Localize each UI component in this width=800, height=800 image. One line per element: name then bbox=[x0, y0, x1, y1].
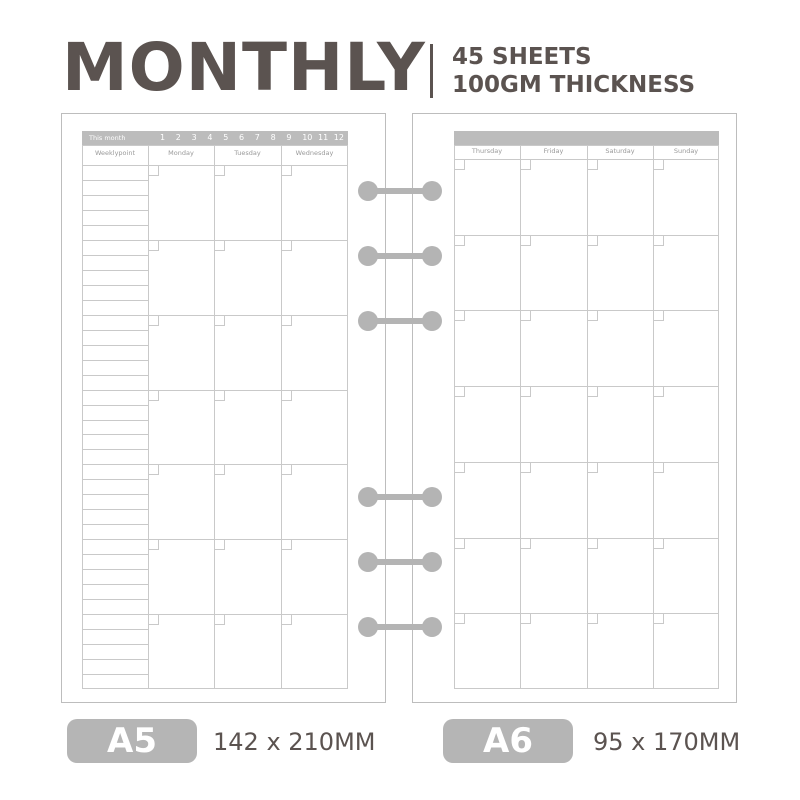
binder-ring bbox=[358, 181, 442, 201]
grid-line bbox=[520, 145, 521, 689]
note-line bbox=[82, 509, 148, 510]
note-line bbox=[82, 375, 148, 376]
title-divider bbox=[430, 44, 433, 98]
column-header: Friday bbox=[543, 147, 564, 155]
binder-ring bbox=[358, 617, 442, 637]
calendar-grid bbox=[82, 145, 348, 689]
note-line bbox=[82, 180, 148, 181]
grid-line bbox=[653, 145, 654, 689]
date-box bbox=[653, 235, 664, 246]
date-box bbox=[587, 235, 598, 246]
binder-ring bbox=[358, 246, 442, 266]
a5-dimensions: 142 x 210MM bbox=[213, 728, 376, 756]
header bbox=[0, 0, 800, 110]
page-top-bar bbox=[454, 131, 719, 145]
month-number: 5 bbox=[223, 133, 229, 142]
column-header: Sunday bbox=[673, 147, 699, 155]
grid-line bbox=[281, 145, 282, 689]
note-line bbox=[82, 479, 148, 480]
date-box bbox=[454, 386, 465, 397]
note-line bbox=[82, 195, 148, 196]
binder-ring bbox=[358, 311, 442, 331]
date-box bbox=[653, 159, 664, 170]
date-box bbox=[281, 240, 292, 251]
note-line bbox=[82, 524, 148, 525]
date-box bbox=[454, 538, 465, 549]
month-number: 2 bbox=[175, 133, 181, 142]
note-line bbox=[82, 494, 148, 495]
date-box bbox=[214, 315, 225, 326]
grid-line bbox=[214, 145, 215, 689]
date-box bbox=[587, 386, 598, 397]
note-line bbox=[82, 405, 148, 406]
note-line bbox=[82, 449, 148, 450]
note-line bbox=[82, 345, 148, 346]
date-box bbox=[653, 386, 664, 397]
date-box bbox=[520, 462, 531, 473]
column-header: Thursday bbox=[471, 147, 503, 155]
month-number: 3 bbox=[191, 133, 197, 142]
date-box bbox=[148, 539, 159, 550]
date-box bbox=[214, 390, 225, 401]
date-box bbox=[454, 613, 465, 624]
note-line bbox=[82, 255, 148, 256]
note-line bbox=[82, 285, 148, 286]
date-box bbox=[214, 240, 225, 251]
a6-size-badge: A6 bbox=[443, 719, 573, 763]
column-header: Tuesday bbox=[234, 149, 261, 157]
date-box bbox=[454, 159, 465, 170]
date-box bbox=[281, 614, 292, 625]
sheets-spec: 45 SHEETS bbox=[452, 44, 592, 70]
month-number: 10 bbox=[302, 133, 313, 142]
date-box bbox=[653, 613, 664, 624]
date-box bbox=[281, 390, 292, 401]
column-header: Saturday bbox=[605, 147, 635, 155]
date-box bbox=[454, 310, 465, 321]
month-number: 6 bbox=[239, 133, 245, 142]
date-box bbox=[520, 159, 531, 170]
grid-line bbox=[587, 145, 588, 689]
binder-ring bbox=[358, 487, 442, 507]
month-number: 1 bbox=[160, 133, 166, 142]
date-box bbox=[454, 462, 465, 473]
note-line bbox=[82, 330, 148, 331]
date-box bbox=[520, 613, 531, 624]
note-line bbox=[82, 360, 148, 361]
month-bar bbox=[82, 131, 348, 145]
date-box bbox=[148, 614, 159, 625]
date-box bbox=[587, 310, 598, 321]
page-title: MONTHLY bbox=[62, 29, 426, 106]
date-box bbox=[281, 165, 292, 176]
date-box bbox=[148, 165, 159, 176]
date-box bbox=[520, 386, 531, 397]
note-line bbox=[82, 420, 148, 421]
note-line bbox=[82, 644, 148, 645]
date-box bbox=[587, 538, 598, 549]
note-line bbox=[82, 629, 148, 630]
date-box bbox=[520, 235, 531, 246]
a5-size-badge: A5 bbox=[67, 719, 197, 763]
note-line bbox=[82, 599, 148, 600]
date-box bbox=[281, 315, 292, 326]
date-box bbox=[454, 235, 465, 246]
right-planner-page bbox=[412, 113, 737, 703]
month-number: 9 bbox=[286, 133, 292, 142]
date-box bbox=[653, 538, 664, 549]
date-box bbox=[214, 464, 225, 475]
month-number: 8 bbox=[270, 133, 276, 142]
month-number: 4 bbox=[207, 133, 213, 142]
note-line bbox=[82, 300, 148, 301]
a6-dimensions: 95 x 170MM bbox=[593, 728, 741, 756]
date-box bbox=[148, 390, 159, 401]
date-box bbox=[281, 539, 292, 550]
binder-ring bbox=[358, 552, 442, 572]
note-line bbox=[82, 554, 148, 555]
column-header: Wednesday bbox=[295, 149, 334, 157]
date-box bbox=[653, 462, 664, 473]
note-line bbox=[82, 210, 148, 211]
note-line bbox=[82, 569, 148, 570]
date-box bbox=[520, 310, 531, 321]
thickness-spec: 100GM THICKNESS bbox=[452, 72, 696, 98]
date-box bbox=[148, 315, 159, 326]
column-header: Weeklypoint bbox=[94, 149, 136, 157]
date-box bbox=[653, 310, 664, 321]
date-box bbox=[148, 464, 159, 475]
month-label: This month bbox=[89, 134, 126, 142]
month-number: 12 bbox=[333, 133, 344, 142]
note-line bbox=[82, 584, 148, 585]
date-box bbox=[520, 538, 531, 549]
date-box bbox=[587, 613, 598, 624]
note-line bbox=[82, 674, 148, 675]
date-box bbox=[214, 614, 225, 625]
column-header: Monday bbox=[168, 149, 194, 157]
month-number: 7 bbox=[254, 133, 260, 142]
date-box bbox=[587, 159, 598, 170]
date-box bbox=[587, 462, 598, 473]
note-line bbox=[82, 434, 148, 435]
note-line bbox=[82, 270, 148, 271]
grid-line bbox=[148, 145, 149, 689]
note-line bbox=[82, 659, 148, 660]
note-line bbox=[82, 225, 148, 226]
date-box bbox=[214, 165, 225, 176]
month-number: 11 bbox=[318, 133, 329, 142]
date-box bbox=[148, 240, 159, 251]
date-box bbox=[281, 464, 292, 475]
left-planner-page bbox=[61, 113, 386, 703]
date-box bbox=[214, 539, 225, 550]
